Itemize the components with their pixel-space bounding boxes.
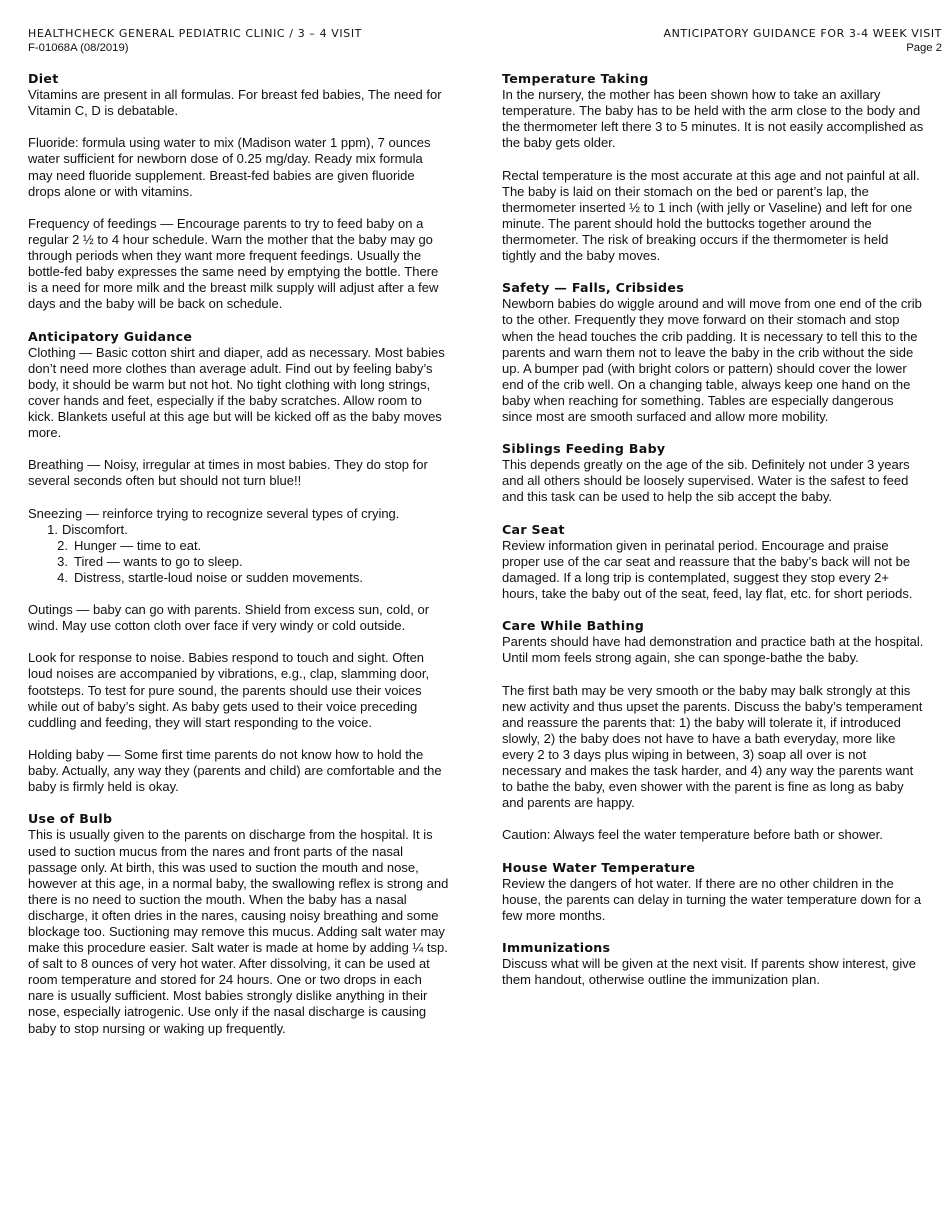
bathing-caution: Caution: Always feel the water temperature before bath or shower. — [502, 827, 883, 843]
section-title-temperature-taking: Temperature Taking — [502, 71, 649, 86]
holding-baby-paragraph: Holding baby — Some first time parents do not know how to hold the baby. Actually, any way they (parents and child) are comfortable and the baby is firmly held is okay. — [28, 746, 442, 795]
section-title-car-seat: Car Seat — [502, 521, 565, 537]
rectal-temperature-paragraph: Rectal temperature is the most accurate at this age and not painful at all. The baby is laid on their stomach on the bed or parent’s lap, the thermometer inserted ½ to 1 inch (with jelly or Vaseline) and left for one minute. The parent should hold the buttocks together around the thermometer. The risk of breaking occurs if the thermometer is held tightly and the baby moves. — [502, 167, 920, 264]
bulb-paragraph: This is usually given to the parents on discharge from the hospital. It is used to suction mucus from the nares and front parts of the nasal passage only. At birth, this was used to suction the mouth and nose, however at this age, in a normal baby, the swallowing reflex is strong and there is no need to suction the mouth. When the baby has a nasal discharge, it often dries in the nares, causing noisy breathing and some blockage too. Suctioning may remove this mucus. Adding salt water may make this procedure easier. Salt water is made at home by adding ¼ tsp. of salt to 8 ounces of very hot water. After dissolving, it can be used at room temperature and stored for 24 hours. One or two drops in each nare is usually sufficient. Most babies strongly dislike anything in their nose, especially iatrogenic. Use only if the nasal discharge is causing baby to stop nursing or waking up frequently. — [28, 827, 449, 1036]
crying-types-list — [28, 522, 450, 586]
section-title-house-water-temperature: House Water Temperature — [502, 859, 696, 875]
section-title-siblings-feeding: Siblings Feeding Baby — [502, 441, 666, 457]
section-title-diet: Diet — [28, 71, 59, 86]
form-id: F-01068A (08/2019) — [28, 42, 129, 54]
safety-paragraph: Newborn babies do wiggle around and will move from one end of the crib to the other. Frequently they move forward on their stomach and stop when the head touches the crib padding. It is necessary to tell this to the parents and warn them not to leave the baby in the crib without the side up. A bumper pad (with bright colors or pattern) should cover the lower end of the crib well. On a changing table, always keep one hand on the baby when reaching for something. Tables are especially dangerous since most are smooth surfaced and allow more mobility. — [502, 296, 922, 424]
section-title-immunizations: Immunizations — [502, 940, 611, 956]
list-item: 1. Discomfort. — [47, 521, 128, 537]
diet-vitamins-paragraph: Vitamins are present in all formulas. For breast fed babies, The need for Vitamin C, D is debatable. — [28, 87, 442, 119]
bathing-paragraph-2: The first bath may be very smooth or the baby may balk strongly at this new activity and thus upset the parents. Discuss the baby’s temperament and reassure the parents that: 1) the baby will tolerate it, if introduced slowly, 2) the baby does not have to have a bath everyday, more like every 2 to 3 days plus wiping in between, 3) soap all over is not necessary and makes the task harder, and 4) any way the parents want to bathe the baby, even shower with the parent is fine as long as baby and parents are happy. — [502, 682, 923, 811]
axillary-temperature-paragraph: In the nursery, the mother has been shown how to take an axillary temperature. The baby has to be held with the arm close to the body and the thermometer left there 3 to 5 minutes. It is not easily accomplished as the baby gets older. — [502, 87, 924, 151]
left-column — [28, 71, 450, 1053]
right-column — [502, 71, 924, 1004]
clothing-paragraph: Clothing — Basic cotton shirt and diaper, add as necessary. Most babies don’t need more clothes than average adult. Find out by feeling baby’s body, it should be warm but not hot. No tight clothing with long strings, cover hands and feet, especially if the baby scratches. Allow room to kick. Blankets useful at this age but will be kicked off as the baby moves more. — [28, 344, 445, 441]
car-seat-paragraph: Review information given in perinatal period. Encourage and praise proper use of the car seat and reassure that the baby’s back will not be damaged. If a long trip is contemplated, suggest they stop every 2+ hours, take the baby out of the seat, feed, lay flat, etc. for short periods. — [502, 537, 913, 601]
diet-feeding-frequency-paragraph: Frequency of feedings — Encourage parents to try to feed baby on a regular 2 ½ to 4 hour schedule. Warn the mother that the baby may go through periods when they want more frequent feedings. Usually the bottle-fed baby expresses the same need by emptying the bottle. There is a need for more milk and the breast milk supply will adjust after a few days and the baby will be back on schedule. — [28, 215, 439, 312]
breathing-paragraph: Breathing — Noisy, irregular at times in most babies. They do stop for several seconds often but should not turn blue!! — [28, 457, 428, 489]
diet-fluoride-paragraph: Fluoride: formula using water to mix (Madison water 1 ppm), 7 ounces water sufficient for newborn dose of 0.25 mg/day. Ready mix formula may need fluoride supplement. Breast-fed babies are given fluoride drops alone or with vitamins. — [28, 135, 431, 199]
list-item: 3. Tired — wants to go to sleep. — [57, 553, 243, 569]
noise-response-paragraph: Look for response to noise. Babies respond to touch and sight. Often loud noises are accompanied by vibrations, e.g., clap, slamming door, footsteps. To test for pure sound, the parents should use their voices while out of baby’s sight. As baby gets used to their voice preceding cuddling and feeding, they will start responding to the voice. — [28, 650, 430, 730]
header-left — [28, 27, 362, 55]
list-item: 2. Hunger — time to eat. — [57, 537, 202, 553]
section-title-care-while-bathing: Care While Bathing — [502, 618, 645, 634]
clinic-visit-title: HEALTHCHECK GENERAL PEDIATRIC CLINIC / 3 – 4 VISIT — [28, 27, 363, 40]
section-title-anticipatory-guidance: Anticipatory Guidance — [28, 328, 193, 344]
immunizations-paragraph: Discuss what will be given at the next visit. If parents show interest, give them handout, otherwise outline the immunization plan. — [502, 956, 917, 988]
siblings-paragraph: This depends greatly on the age of the sib. Definitely not under 3 years and all others should be loosely supervised. Water is the safest to feed and this task can be used to help the sib accept the baby. — [502, 457, 910, 505]
list-item: 4. Distress, startle-loud noise or sudden movements. — [57, 569, 364, 585]
page-number: Page 2 — [906, 42, 942, 54]
document-title: ANTICIPATORY GUIDANCE FOR 3-4 WEEK VISIT — [663, 27, 942, 40]
header-right — [663, 27, 942, 55]
outings-paragraph: Outings — baby can go with parents. Shield from excess sun, cold, or wind. May use cotton cloth over face if very windy or cold outside. — [28, 602, 430, 634]
bathing-paragraph-1: Parents should have had demonstration and practice bath at the hospital. Until mom feels strong again, she can sponge-bathe the baby. — [502, 634, 924, 666]
water-temperature-paragraph: Review the dangers of hot water. If there are no other children in the house, the parents can delay in turning the water temperature down for a few more months. — [502, 875, 922, 923]
section-title-safety: Safety — Falls, Cribsides — [502, 280, 684, 296]
section-title-use-of-bulb: Use of Bulb — [28, 811, 113, 827]
sneezing-paragraph: Sneezing — reinforce trying to recognize several types of crying. — [28, 505, 400, 521]
